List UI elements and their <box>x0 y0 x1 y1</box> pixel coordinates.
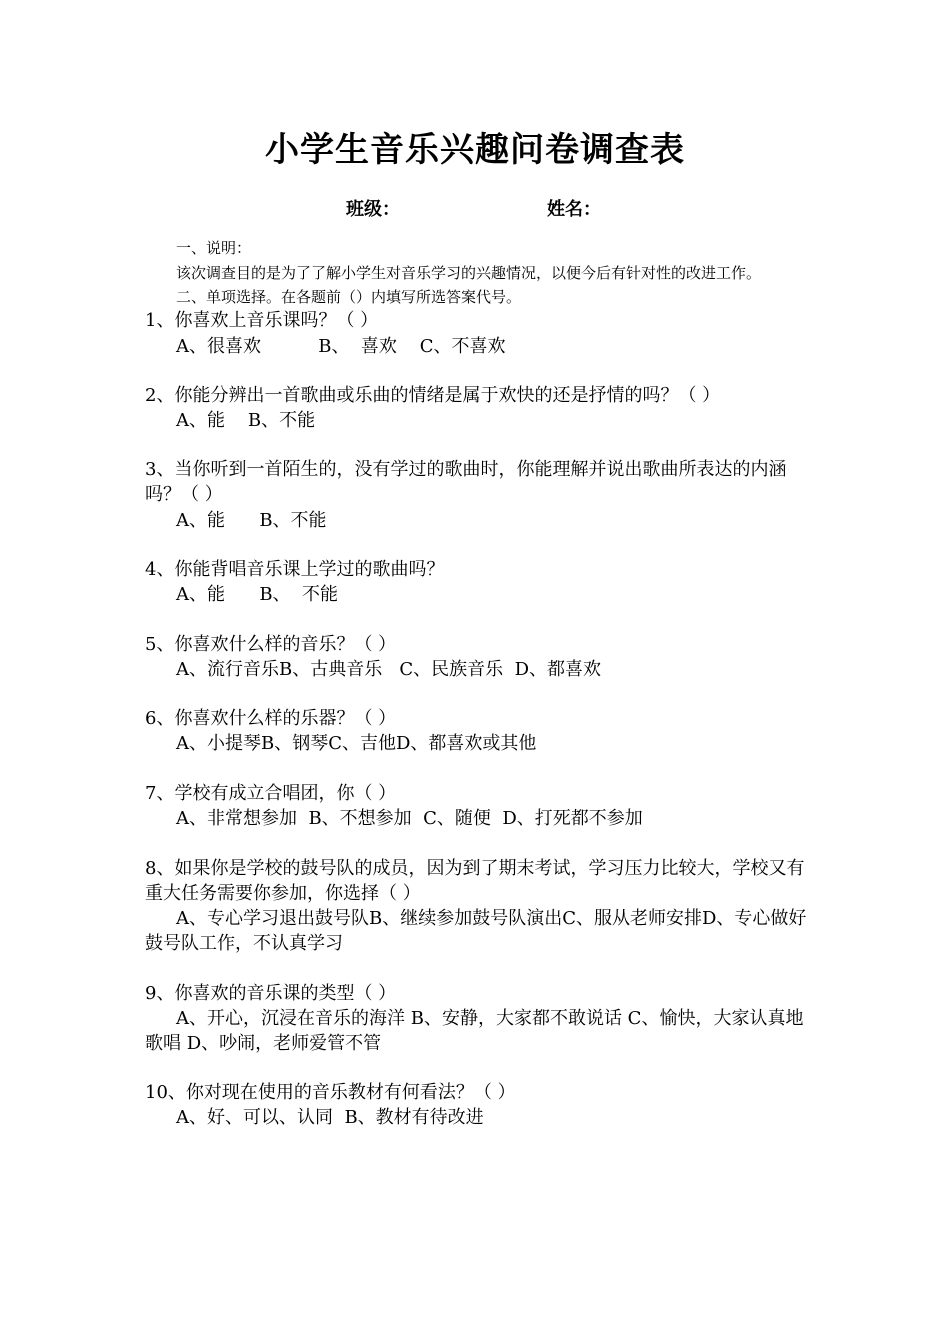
name-label: 姓名： <box>547 199 601 220</box>
question-8: 8、如果你是学校的鼓号队的成员，因为到了期末考试，学习压力比较大，学校又有重大任务需要你参加，你选择（ ） <box>145 858 805 904</box>
options-7: A、非常想参加 B、不想参加 C、随便 D、打死都不参加 <box>176 808 643 829</box>
options-1: A、很喜欢 B、 喜欢 C、不喜欢 <box>176 336 506 357</box>
question-6: 6、你喜欢什么样的乐器？（ ） <box>145 708 397 729</box>
options-5: A、流行音乐B、古典音乐 C、民族音乐 D、都喜欢 <box>176 659 602 680</box>
options-2: A、能 B、不能 <box>176 410 316 431</box>
question-5: 5、你喜欢什么样的音乐？（ ） <box>145 634 397 655</box>
options-9: A、开心，沉浸在音乐的海洋 B、安静，大家都不敢说话 C、愉快，大家认真地歌唱 D、吵闹，老师爱管不管 <box>145 1008 804 1054</box>
question-1: 1、你喜欢上音乐课吗？（ ） <box>145 310 379 331</box>
question-2: 2、你能分辨出一首歌曲或乐曲的情绪是属于欢快的还是抒情的吗？（ ） <box>145 385 721 406</box>
intro-text: 该次调查目的是为了了解小学生对音乐学习的兴趣情况，以便今后有针对性的改进工作。 <box>176 264 762 282</box>
options-4: A、能 B、 不能 <box>176 584 338 605</box>
options-8: A、专心学习退出鼓号队B、继续参加鼓号队演出C、服从老师安排D、专心做好鼓号队工作，不认真学习 <box>145 908 807 954</box>
question-3: 3、当你听到一首陌生的，没有学过的歌曲时，你能理解并说出歌曲所表达的内涵吗？（ ） <box>145 459 787 505</box>
options-3: A、能 B、不能 <box>176 510 327 531</box>
question-10: 10、你对现在使用的音乐教材有何看法？（ ） <box>145 1082 516 1103</box>
intro-heading: 一、说明： <box>176 239 252 257</box>
question-7: 7、学校有成立合唱团，你（ ） <box>145 783 397 804</box>
section2-heading: 二、单项选择。在各题前（）内填写所选答案代号。 <box>176 288 522 306</box>
question-4: 4、你能背唱音乐课上学过的歌曲吗？ <box>145 559 445 580</box>
options-10: A、好、可以、认同 B、教材有待改进 <box>176 1107 484 1128</box>
class-label: 班级： <box>346 199 400 220</box>
options-6: A、小提琴B、钢琴C、吉他D、都喜欢或其他 <box>176 733 537 754</box>
question-9: 9、你喜欢的音乐课的类型（ ） <box>145 983 397 1004</box>
document-title: 小学生音乐兴趣问卷调查表 <box>265 130 685 170</box>
